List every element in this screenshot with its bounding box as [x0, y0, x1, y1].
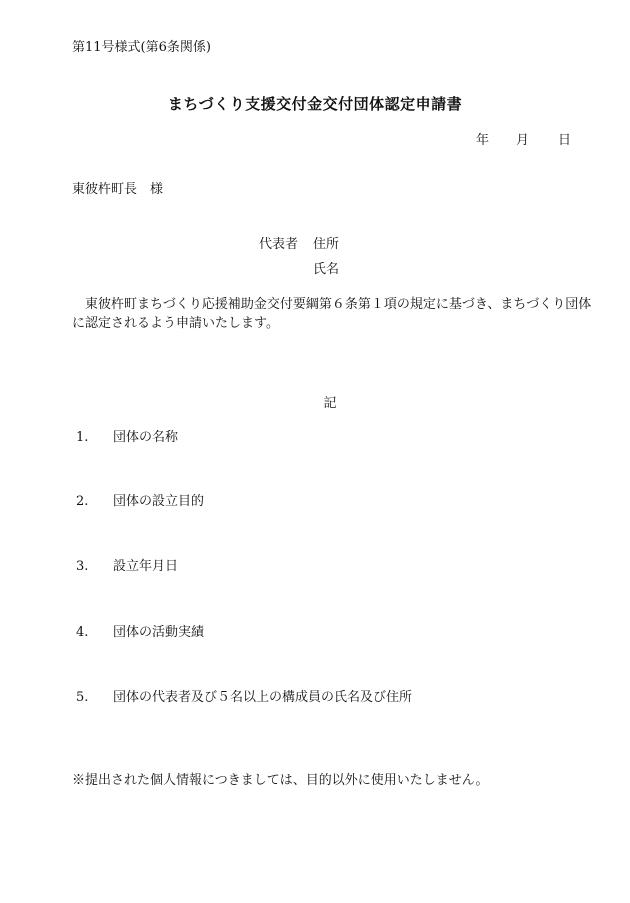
representative-role-label: 代表者 — [259, 237, 299, 252]
privacy-notice: ※提出された個人情報につきましては、目的以外に使用いたしません。 — [72, 773, 489, 788]
date-line — [476, 134, 578, 147]
list-item-number: 2. — [76, 494, 89, 509]
list-item-text: 団体の代表者及び５名以上の構成員の氏名及び住所 — [113, 690, 413, 705]
list-item-text: 団体の活動実績 — [113, 625, 205, 640]
form-number: 第11号様式(第6条関係) — [72, 40, 211, 55]
list-item — [76, 560, 178, 573]
list-item — [76, 691, 412, 704]
list-item-number: 5. — [76, 690, 89, 705]
ki-heading: 記 — [323, 396, 337, 411]
list-item — [76, 495, 204, 508]
list-item-text: 団体の名称 — [113, 430, 179, 445]
representative-name-label: 氏名 — [313, 262, 340, 277]
document-title: まちづくり支援交付金交付団体認定申請書 — [167, 95, 463, 113]
list-item — [76, 626, 204, 639]
list-item-number: 4. — [76, 625, 89, 640]
list-item-text: 設立年月日 — [113, 559, 179, 574]
list-item-number: 1. — [76, 430, 89, 445]
application-statement: 東彼杵町まちづくり応援補助金交付要綱第６条第１項の規定に基づき、まちづくり団体に認定されるよう申請いたします。 — [72, 297, 592, 331]
list-item — [76, 431, 178, 444]
representative-address-label: 住所 — [313, 237, 340, 252]
list-item-number: 3. — [76, 559, 89, 574]
list-item-text: 団体の設立目的 — [113, 494, 205, 509]
date-month-label: 月 — [516, 133, 530, 148]
date-year-label: 年 — [476, 133, 490, 148]
addressee: 東彼杵町長 様 — [72, 182, 164, 197]
representative-address-line — [259, 238, 339, 251]
date-day-label: 日 — [558, 133, 572, 148]
